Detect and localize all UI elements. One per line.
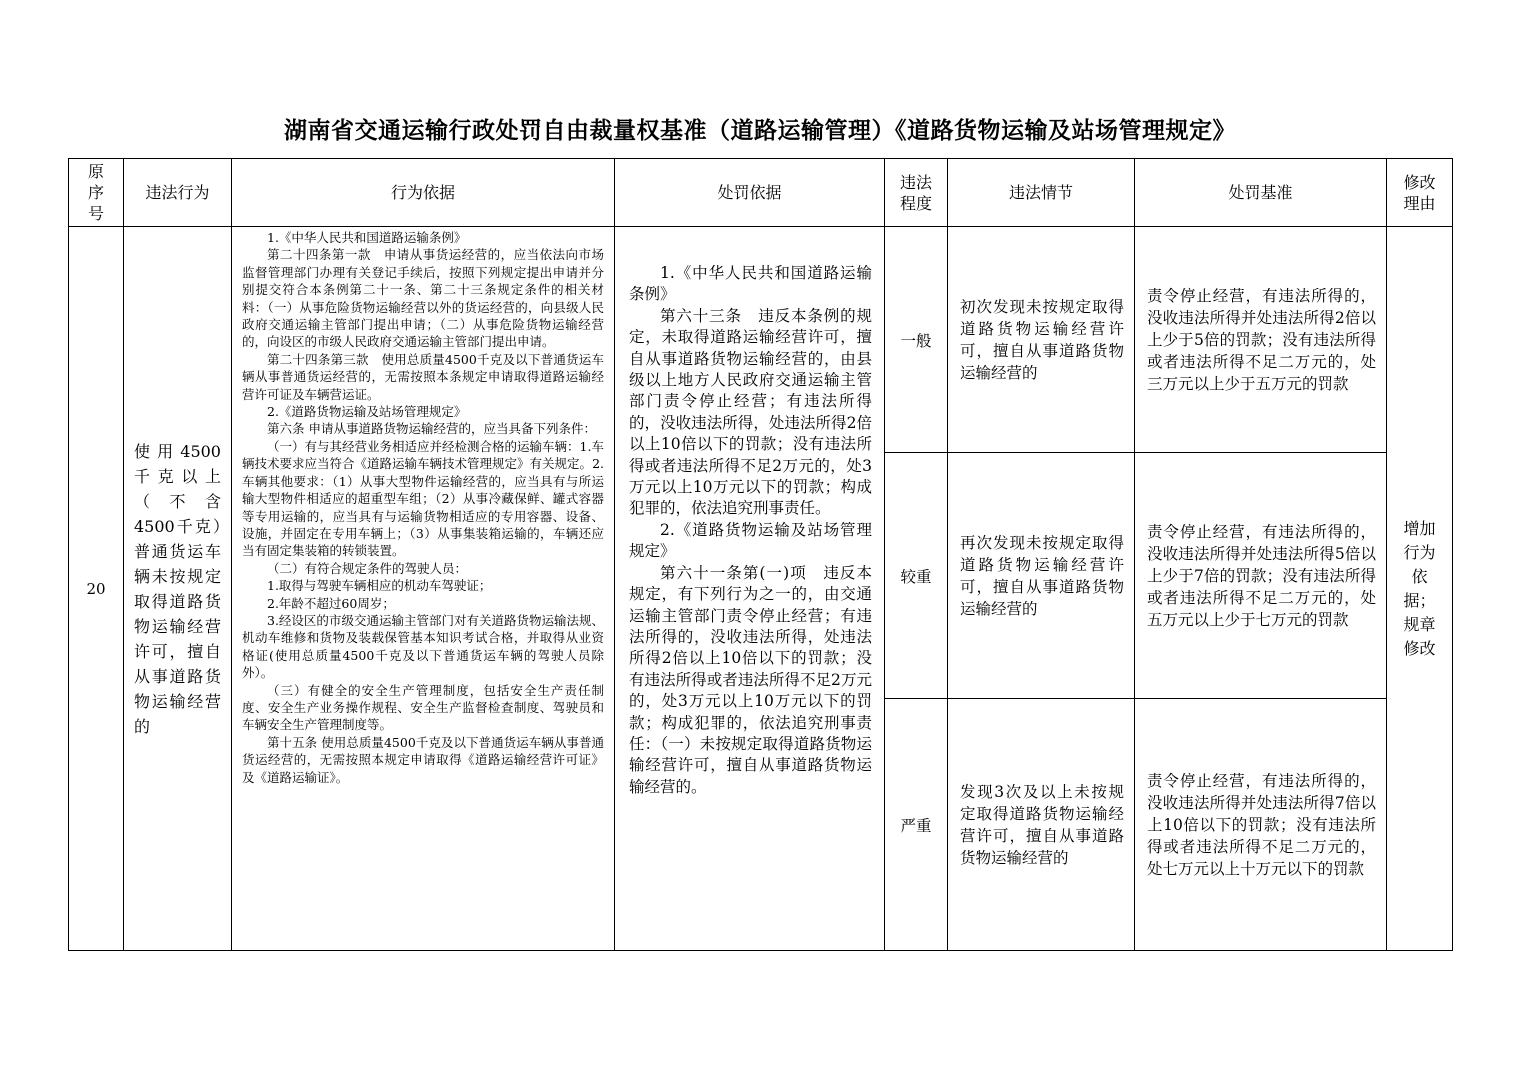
standard-serious: 责令停止经营，有违法所得的，没收违法所得并处违法所得5倍以上少于7倍的罚款；没有违法所得或者违法所得不足二万元的，处五万元以上少于七万元的罚款	[1135, 453, 1387, 699]
penalty-basis-line: 第六十三条 违反本条例的规定，未取得道路运输经营许可，擅自从事道路货物运输经营的，由县级以上地方人民政府交通运输主管部门责令停止经营；有违法所得的，没收违法所得，处违法所得2倍以上10倍以下的罚款；没有违法所得或者违法所得不足2万元的，处3万元以上10万元以下的罚款；构成犯罪的，依法追究刑事责任。	[629, 306, 872, 518]
degree-severe: 严重	[885, 699, 948, 951]
act-basis-line: 2.《道路货物运输及站场管理规定》	[267, 404, 467, 420]
header-penalty-basis: 处罚依据	[615, 159, 885, 227]
act-basis-line: （一）有与其经营业务相适应并经检测合格的运输车辆：1.车辆技术要求应当符合《道路运输车辆技术管理规定》有关规定。2.车辆其他要求：（1）从事大型物件运输经营的，应当具有与所运输大型物件相适应的超重型车组；（2）从事冷藏保鲜、罐式容器等专用运输的，应当具有与运输货物相适应的专用容器、设备、设施，并固定在专用车辆上；（3）从事集装箱运输的，车辆还应当有固定集装箱的转锁装置。	[242, 438, 604, 559]
act-basis-line: （二）有符合规定条件的驾驶人员：	[267, 560, 468, 576]
header-standard: 处罚基准	[1135, 159, 1387, 227]
act-basis-line: 第二十四条第一款 申请从事货运经营的，应当依法向市场监督管理部门办理有关登记手续后，按照下列规定提出申请并分别提交符合本条例第二十一条、第二十三条规定条件的相关材料：（一）从事危险货物运输经营以外的货运经营的，向县级人民政府交通运输主管部门提出申请；（二）从事危险货物运输经营的，向设区的市级人民政府交通运输主管部门提出申请。	[242, 247, 604, 350]
header-circumstance: 违法情节	[948, 159, 1135, 227]
circumstance-general: 初次发现未按规定取得道路货物运输经营许可，擅自从事道路货物运输经营的	[948, 227, 1135, 453]
degree-serious: 较重	[885, 453, 948, 699]
penalty-basis-line: 2.《道路货物运输及站场管理规定》	[629, 520, 872, 561]
header-behavior: 违法行为	[124, 159, 232, 227]
document-title: 湖南省交通运输行政处罚自由裁量权基准（道路运输管理）《道路货物运输及站场管理规定》	[284, 117, 1236, 144]
act-basis-line: （三）有健全的安全生产管理制度，包括安全生产责任制度、安全生产业务操作规程、安全生产监督检查制度、驾驶员和车辆安全生产管理制度等。	[242, 682, 604, 733]
act-basis-line: 3.经设区的市级交通运输主管部门对有关道路货物运输法规、机动车维修和货物及装载保管基本知识考试合格，并取得从业资格证(使用总质量4500千克及以下普通货运车辆的驾驶人员除外）。	[242, 612, 604, 681]
act-basis-line: 第二十四条第三款 使用总质量4500千克及以下普通货运车辆从事普通货运经营的，无需按照本条规定申请取得道路运输经营许可证及车辆营运证。	[242, 351, 604, 402]
table-row	[69, 227, 1453, 453]
header-seq: 原序号	[69, 159, 124, 227]
act-basis-line: 2.年龄不超过60周岁；	[267, 595, 395, 611]
penalty-basis-line: 第六十一条第(一)项 违反本规定，有下列行为之一的，由交通运输主管部门责令停止经营；有违法所得的，没收违法所得，处违法所得2倍以上10倍以下的罚款；没有违法所得或者违法所得不足2万元的，处3万元以上10万元以下的罚款；构成犯罪的，依法追究刑事责任：（一）未按规定取得道路货物运输经营许可，擅自从事道路货物运输经营的。	[629, 563, 872, 796]
act-basis-cell	[232, 227, 615, 951]
circumstance-severe: 发现3次及以上未按规定取得道路货物运输经营许可，擅自从事道路货物运输经营的	[948, 699, 1135, 951]
header-degree: 违法程度	[885, 159, 948, 227]
reason-cell: 增加行为依据；规章修改	[1387, 227, 1453, 951]
act-basis-line: 1.取得与驾驶车辆相应的机动车驾驶证；	[267, 578, 492, 594]
header-act-basis: 行为依据	[232, 159, 615, 227]
standard-severe: 责令停止经营，有违法所得的，没收违法所得并处违法所得7倍以上10倍以下的罚款；没有违法所得或者违法所得不足二万元的，处七万元以上十万元以下的罚款	[1135, 699, 1387, 951]
degree-general: 一般	[885, 227, 948, 453]
act-basis-line: 1.《中华人民共和国道路运输条例》	[267, 230, 467, 245]
behavior-cell: 使用4500千克以上（不含4500千克）普通货运车辆未按规定取得道路货物运输经营许可，擅自从事道路货物运输经营的	[124, 227, 232, 951]
discretion-table	[68, 158, 1453, 951]
header-row	[69, 159, 1453, 227]
penalty-basis-line: 1.《中华人民共和国道路运输条例》	[629, 264, 872, 304]
circumstance-serious: 再次发现未按规定取得道路货物运输经营许可，擅自从事道路货物运输经营的	[948, 453, 1135, 699]
act-basis-line: 第十五条 使用总质量4500千克及以下普通货运车辆从事普通货运经营的，无需按照本规定申请取得《道路运输经营许可证》及《道路运输证》。	[242, 734, 604, 785]
act-basis-line: 第六条 申请从事道路货物运输经营的，应当具备下列条件：	[267, 421, 596, 437]
header-reason: 修改理由	[1387, 159, 1453, 227]
penalty-basis-cell	[615, 227, 885, 951]
standard-general: 责令停止经营，有违法所得的，没收违法所得并处违法所得2倍以上少于5倍的罚款；没有违法所得或者违法所得不足二万元的，处三万元以上少于五万元的罚款	[1135, 227, 1387, 453]
seq-cell: 20	[69, 227, 124, 951]
